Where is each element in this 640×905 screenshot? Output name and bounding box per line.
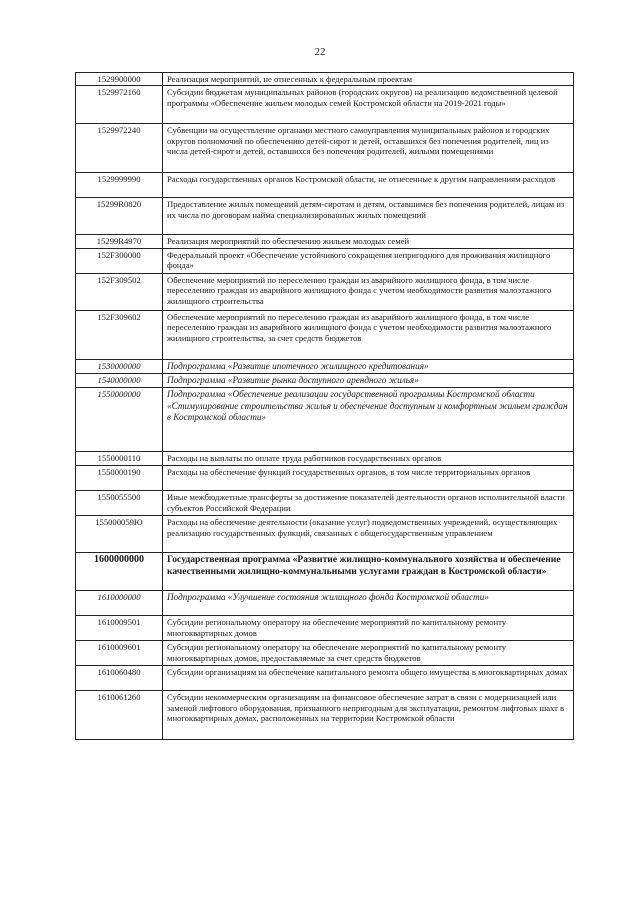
- table-row: [76, 616, 574, 641]
- row-code: 15299R0820: [76, 198, 163, 235]
- row-name: Государственная программа «Развитие жилищно-коммунального хозяйства и обеспечение качественными жилищно-коммунальными услугами граждан в Костромской области»: [163, 553, 574, 591]
- table-row: [76, 73, 574, 86]
- row-code: 1550000000: [76, 388, 163, 452]
- row-code: 1550055500: [76, 491, 163, 516]
- row-name: Обеспечение мероприятий по переселению граждан из аварийного жилищного фонда, в том числе переселению граждан из аварийного жилищного фонда с учетом необходимости развития малоэтажного жилищного строительства: [163, 273, 574, 310]
- table-row: [76, 591, 574, 616]
- row-name: Обеспечение мероприятий по переселению граждан из аварийного жилищного фонда, в том числе переселению граждан из аварийного жилищного фонда с учетом необходимости развития малоэтажного жилищного строительства, за счет средств бюджетов: [163, 310, 574, 359]
- row-code: 1529972240: [76, 124, 163, 173]
- table-row: [76, 691, 574, 740]
- row-name: Субсидии бюджетам муниципальных районов (городских округов) на реализацию ведомственной целевой программы «Обеспечение жильем молодых семей Костромской области на 2019-2021 годы»: [163, 86, 574, 124]
- table-row: [76, 273, 574, 310]
- row-code: 1610060480: [76, 666, 163, 691]
- row-code: 15299R4970: [76, 235, 163, 248]
- table-row: [76, 124, 574, 173]
- table-row: [76, 466, 574, 491]
- table-row: [76, 310, 574, 359]
- row-name: Подпрограмма «Развитие ипотечного жилищного кредитования»: [163, 359, 574, 373]
- row-name: Подпрограмма «Обеспечение реализации государственной программы Костромской области «Стимулирование строительства жилья и обеспечение доступным и комфортным жильем граждан в Костромской области»: [163, 388, 574, 452]
- budget-classification-table: [75, 72, 574, 740]
- table-row: [76, 173, 574, 198]
- page-number: 22: [314, 46, 326, 58]
- row-code: 1610009501: [76, 616, 163, 641]
- table-row: [76, 452, 574, 466]
- row-code: 155000059Ю: [76, 516, 163, 553]
- row-name: Расходы на обеспечение деятельности (оказание услуг) подведомственных учреждений, осуществляющих реализацию государственных функций, связанных с общегосударственным управлением: [163, 516, 574, 553]
- row-name: Субсидии региональному оператору на обеспечение мероприятий по капитальному ремонту многоквартирных домов: [163, 616, 574, 641]
- row-code: 1529999990: [76, 173, 163, 198]
- row-name: Субвенции на осуществление органами местного самоуправления муниципальных районов и городских округов полномочий по обеспечению детей-сирот и детей, оставшихся без попечения родителей, лиц из числа детей-сирот и детей, оставшихся без попечения родителей, жилыми помещениями: [163, 124, 574, 173]
- row-name: Расходы государственных органов Костромской области, не отнесенные к другим направлениям расходов: [163, 173, 574, 198]
- table-body: [76, 73, 574, 740]
- table-row: [76, 248, 574, 273]
- table-row: [76, 553, 574, 591]
- row-name: Подпрограмма «Развитие рынка доступного арендного жилья»: [163, 374, 574, 388]
- row-name: Субсидии некоммерческим организациям на финансовое обеспечение затрат в связи с модернизацией или заменой лифтового оборудования, признанного непригодным для эксплуатации, ремонтом лифтовых шахт в многоквартирных домах, расположенных на территории Костромской области: [163, 691, 574, 740]
- row-name: Реализация мероприятий, не отнесенных к федеральным проектам: [163, 73, 574, 86]
- table-row: [76, 359, 574, 373]
- row-name: Расходы на выплаты по оплате труда работников государственных органов: [163, 452, 574, 466]
- row-name: Подпрограмма «Улучшение состояния жилищного фонда Костромской области»: [163, 591, 574, 616]
- row-name: Иные межбюджетные трансферты за достижение показателей деятельности органов исполнительной власти субъектов Российской Федерации: [163, 491, 574, 516]
- row-code: 1600000000: [76, 553, 163, 591]
- table-row: [76, 388, 574, 452]
- row-name: Федеральный проект «Обеспечение устойчивого сокращения непригодного для проживания жилищного фонда»: [163, 248, 574, 273]
- row-code: 1610000000: [76, 591, 163, 616]
- row-name: Субсидии организациям на обеспечение капитального ремонта общего имущества в многоквартирных домах: [163, 666, 574, 691]
- row-code: 1610009601: [76, 641, 163, 666]
- row-code: 1610061260: [76, 691, 163, 740]
- table-row: [76, 198, 574, 235]
- table-row: [76, 491, 574, 516]
- row-code: 152F300000: [76, 248, 163, 273]
- row-code: 1529900000: [76, 73, 163, 86]
- row-code: 152F309502: [76, 273, 163, 310]
- table-row: [76, 641, 574, 666]
- row-code: 1550000190: [76, 466, 163, 491]
- row-code: 1540000000: [76, 374, 163, 388]
- table-row: [76, 516, 574, 553]
- table-row: [76, 235, 574, 248]
- row-name: Предоставление жилых помещений детям-сиротам и детям, оставшимся без попечения родителей, лицам из их числа по договорам найма специализированных жилых помещений: [163, 198, 574, 235]
- table-row: [76, 666, 574, 691]
- row-code: 1530000000: [76, 359, 163, 373]
- row-name: Расходы на обеспечение функций государственных органов, в том числе территориальных органов: [163, 466, 574, 491]
- row-name: Реализация мероприятий по обеспечению жильем молодых семей: [163, 235, 574, 248]
- row-name: Субсидии региональному оператору на обеспечение мероприятий по капитальному ремонту многоквартирных домов, предоставляемые за счет средств бюджетов: [163, 641, 574, 666]
- row-code: 1529972160: [76, 86, 163, 124]
- row-code: 152F309602: [76, 310, 163, 359]
- table-row: [76, 374, 574, 388]
- row-code: 1550000110: [76, 452, 163, 466]
- table-row: [76, 86, 574, 124]
